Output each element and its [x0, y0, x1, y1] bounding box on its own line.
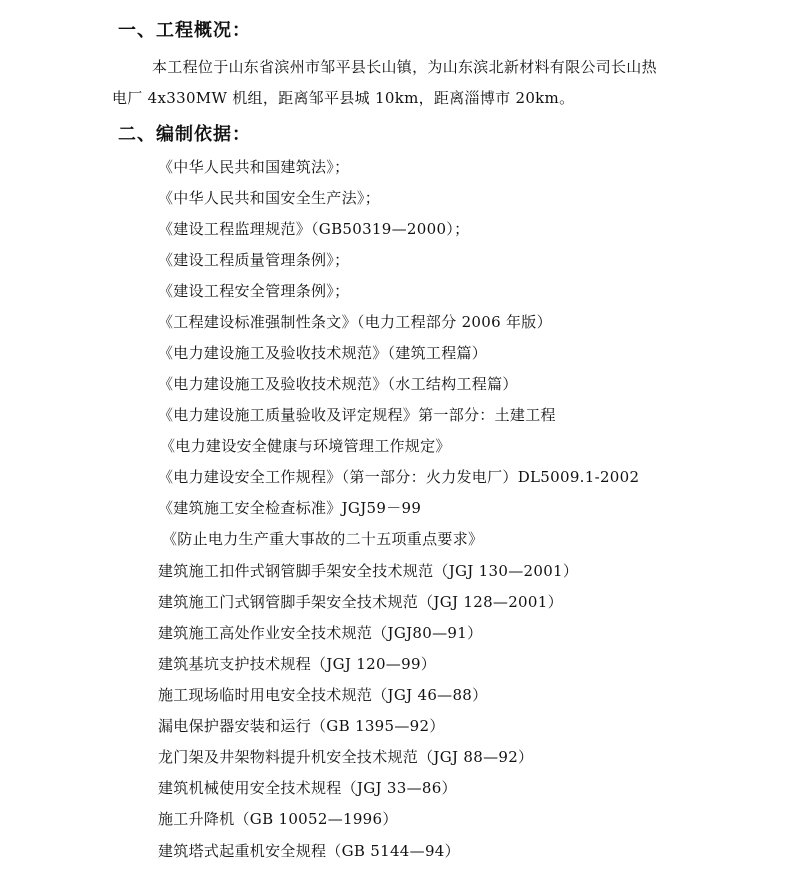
reference-item: 《防止电力生产重大事故的二十五项重点要求》: [162, 530, 484, 548]
reference-item: 施工升降机（GB 10052—1996）: [158, 810, 398, 828]
reference-item: 建筑基坑支护技术规程（JGJ 120—99）: [158, 655, 437, 673]
overview-paragraph-line-1: 本工程位于山东省滨州市邹平县长山镇，为山东滨北新材料有限公司长山热: [152, 58, 657, 76]
reference-item: 漏电保护器安装和运行（GB 1395—92）: [158, 717, 445, 735]
reference-item: 《电力建设安全健康与环境管理工作规定》: [160, 437, 451, 455]
reference-item: 施工现场临时用电安全技术规范（JGJ 46—88）: [158, 686, 488, 704]
reference-item: 《电力建设施工及验收技术规范》（建筑工程篇）: [158, 344, 488, 362]
reference-item: 《中华人民共和国建筑法》；: [158, 158, 350, 176]
reference-item: 《电力建设施工及验收技术规范》（水工结构工程篇）: [158, 375, 518, 393]
reference-item: 《建设工程质量管理条例》；: [158, 251, 350, 269]
reference-item: 建筑施工高处作业安全技术规范（JGJ80—91）: [158, 624, 483, 642]
reference-item: 《电力建设安全工作规程》（第一部分：火力发电厂）DL5009.1-2002: [158, 468, 640, 486]
reference-item: 《电力建设施工质量验收及评定规程》第一部分：土建工程: [158, 406, 556, 424]
reference-item: 《建设工程监理规范》（GB50319—2000）；: [158, 220, 470, 238]
section-heading-overview: 一、工程概况：: [118, 20, 251, 41]
reference-item: 建筑施工门式钢管脚手架安全技术规范（JGJ 128—2001）: [158, 593, 563, 611]
reference-item: 《工程建设标准强制性条文》（电力工程部分 2006 年版）: [158, 313, 552, 331]
reference-item: 建筑机械使用安全技术规程（JGJ 33—86）: [158, 779, 457, 797]
section-heading-basis: 二、编制依据：: [118, 124, 251, 145]
reference-item: 建筑施工扣件式钢管脚手架安全技术规范（JGJ 130—2001）: [158, 562, 579, 580]
overview-paragraph-line-2: 电厂 4x330MW 机组，距离邹平县城 10km，距离淄博市 20km。: [112, 89, 575, 107]
reference-item: 建筑塔式起重机安全规程（GB 5144—94）: [158, 842, 460, 860]
reference-item: 《中华人民共和国安全生产法》；: [158, 189, 381, 207]
reference-item: 《建筑施工安全检查标准》JGJ59－99: [158, 499, 422, 517]
reference-item: 《建设工程安全管理条例》；: [158, 282, 350, 300]
reference-item: 龙门架及井架物料提升机安全技术规范（JGJ 88—92）: [158, 748, 534, 766]
